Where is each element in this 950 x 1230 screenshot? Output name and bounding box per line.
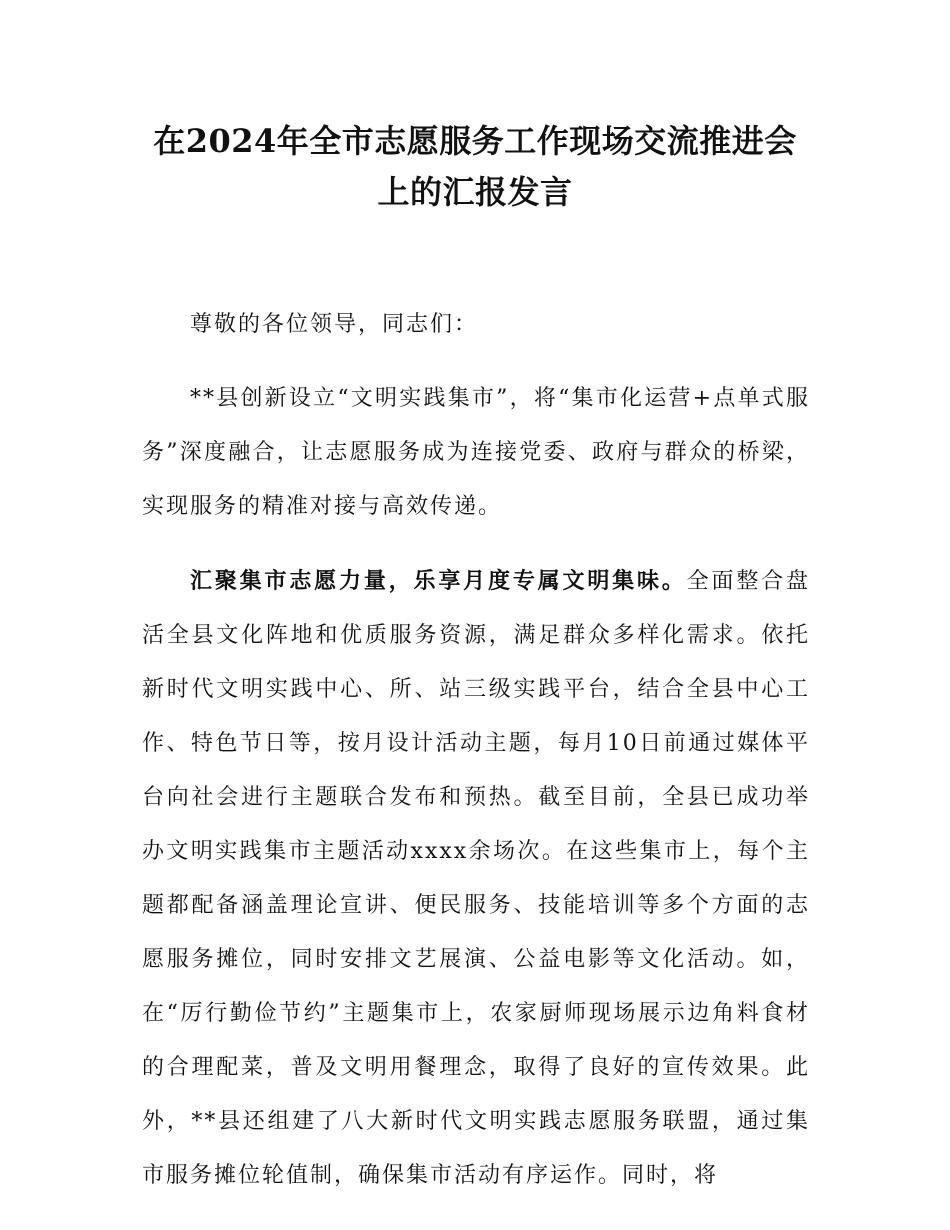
- salutation: 尊敬的各位领导，同志们：: [190, 312, 479, 337]
- title-line-2: 上的汇报发言: [377, 173, 573, 211]
- document-title: [120, 116, 830, 218]
- section-1-paragraph: [142, 554, 810, 1203]
- document-body: [142, 298, 810, 1205]
- intro-paragraph: **县创新设立“文明实践集市”，将“集市化运营+点单式服务”深度融合，让志愿服务成为连接党委、政府与群众的桥梁，实现服务的精准对接与高效传递。: [142, 386, 810, 519]
- title-line-1: 在2024年全市志愿服务工作现场交流推进会: [153, 122, 797, 160]
- section-1-text: 全面整合盘活全县文化阵地和优质服务资源，满足群众多样化需求。依托新时代文明实践中心、所、站三级实践平台，结合全县中心工作、特色节日等，按月设计活动主题，每月10日前通过媒体平台向社会进行主题联合发布和预热。截至目前，全县已成功举办文明实践集市主题活动xxxx余场次。在这些集市上，每个主题都配备涵盖理论宣讲、便民服务、技能培训等多个方面的志愿服务摊位，同时安排文艺展演、公益电影等文化活动。如，在“厉行勤俭节约”主题集市上，农家厨师现场展示边角料食材的合理配菜，普及文明用餐理念，取得了良好的宣传效果。此外，**县还组建了八大新时代文明实践志愿服务联盟，通过集市服务摊位轮值制，确保集市活动有序运作。同时，将: [142, 569, 810, 1188]
- section-1-heading: 汇聚集市志愿力量，乐享月度专属文明集味。: [190, 568, 687, 594]
